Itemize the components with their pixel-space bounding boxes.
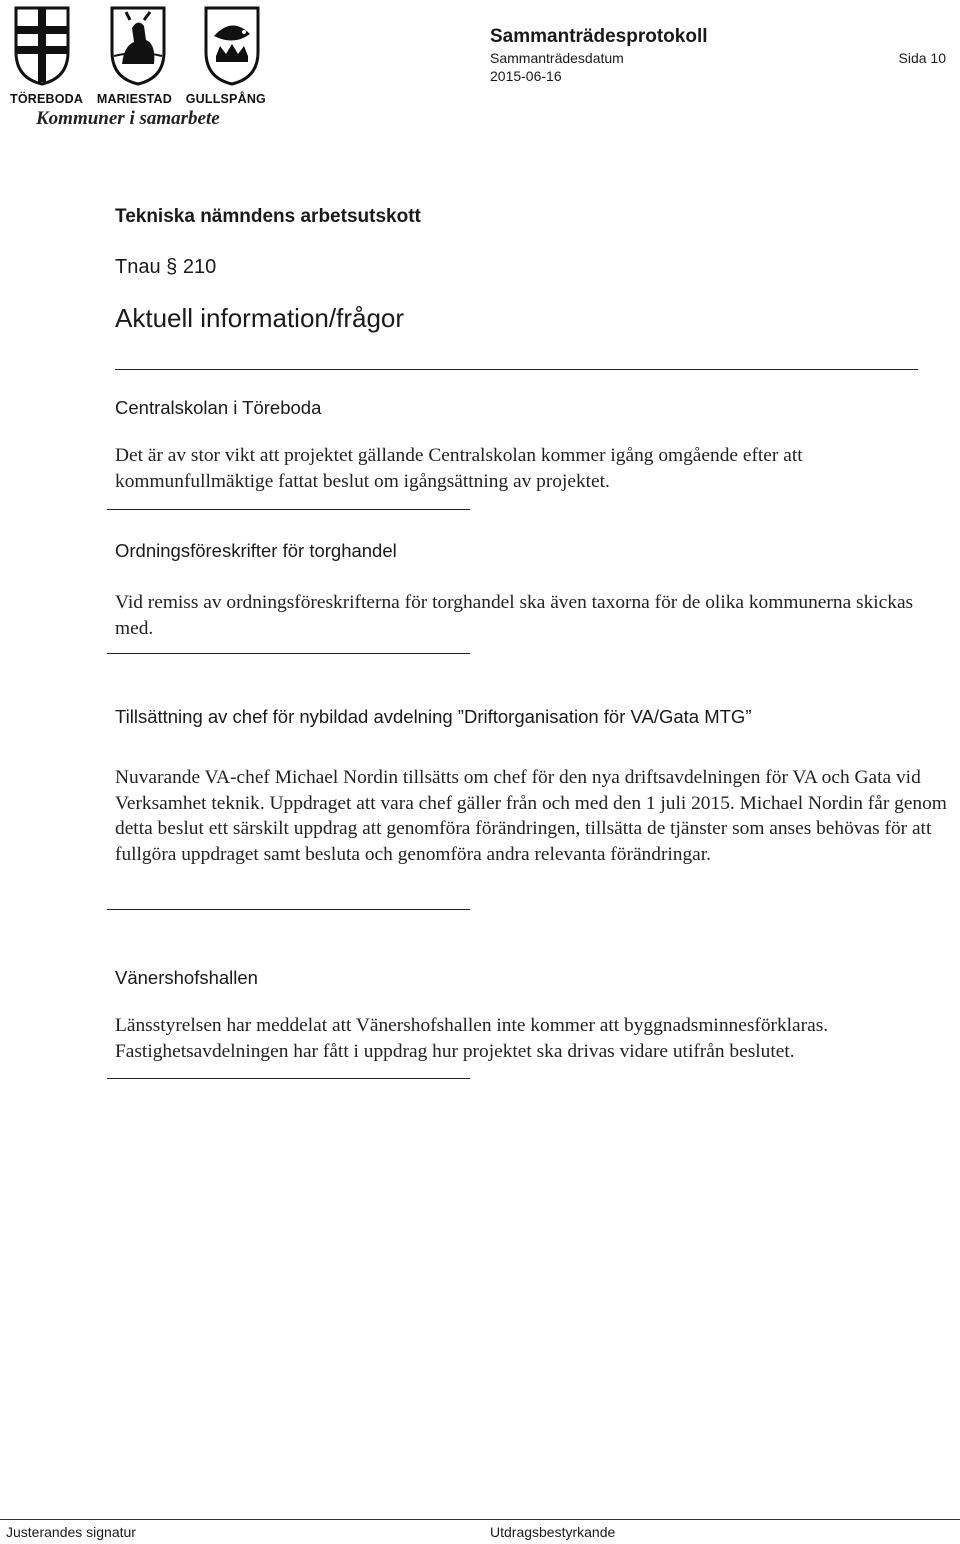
signature-field-label: Justerandes signatur [6,1524,136,1540]
mariestad-coat-of-arms-icon [110,6,166,86]
section-text: Länsstyrelsen har meddelat att Vänershofshallen inte kommer att byggnadsminnesförklaras. Fastighetsavdelningen har fått i uppdrag hur projektet ska drivas vidare utifrån beslutet. [115,1015,829,1062]
logo-tagline: Kommuner i samarbete [36,108,220,129]
gullspang-coat-of-arms-icon [204,6,260,86]
committee-heading: Tekniska nämndens arbetsutskott [115,206,421,227]
section-divider [107,909,470,910]
section-text: Vid remiss av ordningsföreskrifterna för torghandel ska även taxorna för de olika kommunerna skickas med. [115,592,914,639]
toreboda-coat-of-arms-icon [14,6,70,86]
meeting-date-label: Sammanträdesdatum [490,50,624,66]
logo-name-mariestad: MARIESTAD [96,92,173,106]
extract-certification-label: Utdragsbestyrkande [490,1524,616,1540]
logo-name-gullspang: GULLSPÅNG [185,92,266,106]
section-heading: Tillsättning av chef för nybildad avdelning ”Driftorganisation för VA/Gata MTG” [115,706,752,727]
topic-divider [115,369,918,370]
meeting-date: 2015-06-16 [490,68,562,84]
footer-divider [0,1519,960,1520]
logo-name-toreboda: TÖREBODA [10,92,84,106]
section-divider [107,509,470,510]
paragraph-number: Tnau § 210 [115,256,217,278]
section-text: Nuvarande VA-chef Michael Nordin tillsätts om chef för den nya driftsavdelningen för VA och Gata vid Verksamhet teknik. Uppdraget att vara chef gäller från och med den 1 juli 2015. Michael Nordin får genom detta beslut ett särskilt uppdrag att genomföra förändringen, tillsätta de tjänster som anses behövas för att fullgöra uppdraget samt besluta och genomföra andra relevanta förändringar. [115,767,947,865]
section-heading: Vänershofshallen [115,967,258,988]
section-heading: Ordningsföreskrifter för torghandel [115,540,397,561]
section-text: Det är av stor vikt att projektet gällande Centralskolan kommer igång omgående efter att kommunfullmäktige fattat beslut om igångsättning av projektet. [115,445,803,492]
section-divider [107,653,470,654]
protocol-title: Sammanträdesprotokoll [490,26,708,47]
topic-heading: Aktuell information/frågor [115,303,405,333]
section-heading: Centralskolan i Töreboda [115,397,322,418]
page-number: Sida 10 [898,50,946,66]
section-divider [107,1078,470,1079]
municipal-logo [8,2,268,134]
logo-municipality-names [10,92,266,106]
